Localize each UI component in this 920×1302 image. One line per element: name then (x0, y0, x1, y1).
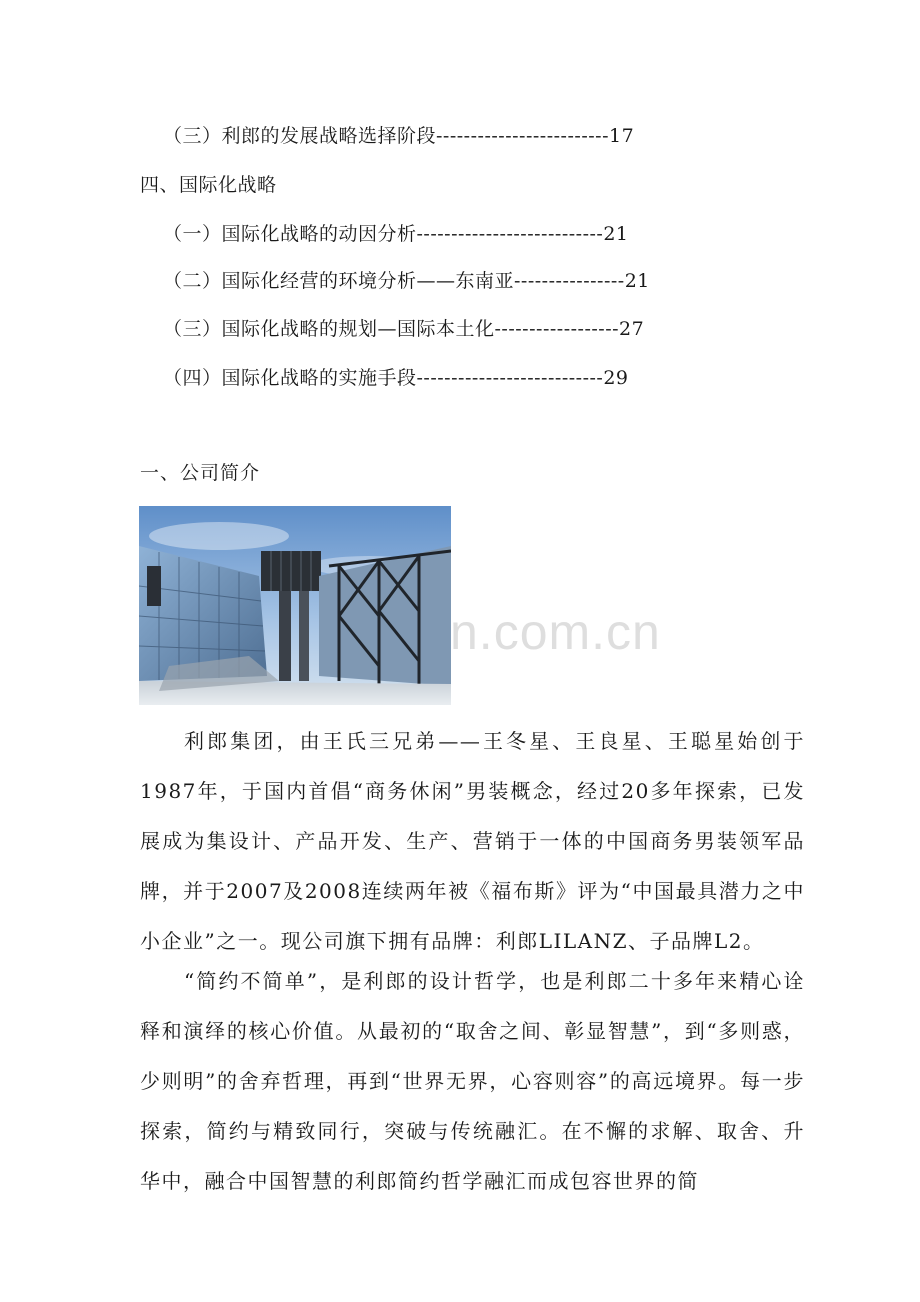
toc-item: （三）国际化战略的规划—国际本土化------------------27 (163, 318, 645, 340)
body-paragraph: 利郎集团，由王氏三兄弟——王冬星、王良星、王聪星始创于1987年，于国内首倡“商务休闲”男装概念，经过20多年探索，已发展成为集设计、产品开发、生产、营销于一体的中国商务男装领军品牌，并于2007及2008连续两年被《福布斯》评为“中国最具潜力之中小企业”之一。现公司旗下拥有品牌：利郎LILANZ、子品牌L2。 (140, 729, 805, 953)
toc-item: （三）利郎的发展战略选择阶段-------------------------17 (163, 125, 635, 147)
toc-item: （一）国际化战略的动因分析---------------------------21 (163, 223, 629, 245)
watermark-text: n.com.cn (450, 604, 661, 660)
toc-item: （四）国际化战略的实施手段---------------------------29 (163, 367, 629, 389)
body-paragraph: “简约不简单”，是利郎的设计哲学，也是利郎二十多年来精心诠释和演绎的核心价值。从最初的“取舍之间、彰显智慧”，到“多则惑，少则明”的舍弃哲理，再到“世界无界，心容则容”的高远境界。每一步探索，简约与精致同行，突破与传统融汇。在不懈的求解、取舍、升华中，融合中国智慧的利郎简约哲学融汇而成包容世界的简 (140, 969, 805, 1193)
toc-item: （二）国际化经营的环境分析——东南亚----------------21 (163, 270, 650, 292)
building-photo (139, 506, 451, 705)
toc-item: 四、国际化战略 (140, 174, 277, 196)
section-heading: 一、公司简介 (140, 462, 261, 484)
